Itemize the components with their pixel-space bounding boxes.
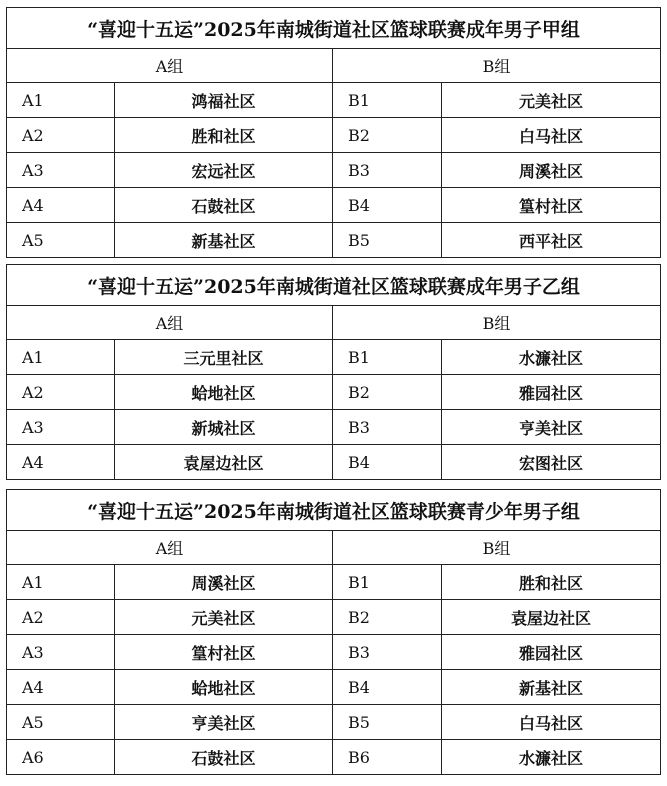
team-name-b: 元美社区	[442, 83, 661, 118]
group-a-header: A组	[7, 49, 333, 83]
table-row	[7, 740, 661, 775]
team-name-b: 雅园社区	[442, 375, 661, 410]
team-code-b: B2	[333, 118, 442, 153]
team-name-b: 西平社区	[442, 223, 661, 258]
table-row	[7, 188, 661, 223]
table-row	[7, 410, 661, 445]
team-code-a: A2	[7, 118, 115, 153]
team-name-a: 三元里社区	[115, 340, 333, 375]
team-name-b: 雅园社区	[442, 635, 661, 670]
table-row	[7, 118, 661, 153]
team-name-a: 新城社区	[115, 410, 333, 445]
group-header-row	[7, 531, 661, 565]
group-header-row	[7, 306, 661, 340]
team-code-a: A5	[7, 223, 115, 258]
table-row	[7, 340, 661, 375]
team-code-a: A6	[7, 740, 115, 775]
table-title: “喜迎十五运”2025年南城街道社区篮球联赛成年男子乙组	[7, 265, 661, 306]
team-code-b: B3	[333, 410, 442, 445]
group-a-header: A组	[7, 306, 333, 340]
team-name-b: 宏图社区	[442, 445, 661, 480]
group-table-men-b	[6, 264, 661, 480]
team-code-a: A1	[7, 565, 115, 600]
table-row	[7, 153, 661, 188]
table-title: “喜迎十五运”2025年南城街道社区篮球联赛成年男子甲组	[7, 8, 661, 49]
team-name-a: 新基社区	[115, 223, 333, 258]
team-name-a: 袁屋边社区	[115, 445, 333, 480]
team-code-a: A3	[7, 410, 115, 445]
team-code-b: B3	[333, 153, 442, 188]
group-b-header: B组	[333, 306, 661, 340]
team-name-a: 胜和社区	[115, 118, 333, 153]
team-name-a: 鸿福社区	[115, 83, 333, 118]
team-name-a: 周溪社区	[115, 565, 333, 600]
group-table-men-a	[6, 7, 661, 258]
team-code-b: B2	[333, 375, 442, 410]
team-code-a: A3	[7, 635, 115, 670]
table-title-row	[7, 8, 661, 49]
team-code-a: A4	[7, 188, 115, 223]
team-code-b: B4	[333, 188, 442, 223]
group-b-header: B组	[333, 49, 661, 83]
team-code-b: B4	[333, 445, 442, 480]
table-row	[7, 445, 661, 480]
team-code-a: A3	[7, 153, 115, 188]
team-code-a: A1	[7, 340, 115, 375]
table-row	[7, 223, 661, 258]
table-title-row	[7, 265, 661, 306]
table-row	[7, 705, 661, 740]
group-header-row	[7, 49, 661, 83]
team-name-a: 石鼓社区	[115, 188, 333, 223]
team-code-b: B2	[333, 600, 442, 635]
team-name-b: 白马社区	[442, 705, 661, 740]
table-row	[7, 83, 661, 118]
team-code-a: A4	[7, 670, 115, 705]
team-code-b: B1	[333, 340, 442, 375]
team-code-b: B6	[333, 740, 442, 775]
team-name-b: 袁屋边社区	[442, 600, 661, 635]
team-code-a: A2	[7, 375, 115, 410]
team-name-b: 白马社区	[442, 118, 661, 153]
table-title: “喜迎十五运”2025年南城街道社区篮球联赛青少年男子组	[7, 490, 661, 531]
team-code-a: A5	[7, 705, 115, 740]
team-name-a: 篁村社区	[115, 635, 333, 670]
table-row	[7, 375, 661, 410]
team-code-b: B5	[333, 223, 442, 258]
table-row	[7, 670, 661, 705]
team-code-b: B4	[333, 670, 442, 705]
team-code-a: A2	[7, 600, 115, 635]
team-code-a: A1	[7, 83, 115, 118]
table-title-row	[7, 490, 661, 531]
group-a-header: A组	[7, 531, 333, 565]
team-name-b: 水濂社区	[442, 340, 661, 375]
team-name-b: 周溪社区	[442, 153, 661, 188]
group-table-youth	[6, 489, 661, 775]
team-name-b: 水濂社区	[442, 740, 661, 775]
group-b-header: B组	[333, 531, 661, 565]
team-name-b: 亨美社区	[442, 410, 661, 445]
team-code-b: B1	[333, 565, 442, 600]
team-code-b: B3	[333, 635, 442, 670]
team-name-a: 蛤地社区	[115, 670, 333, 705]
table-row	[7, 635, 661, 670]
team-code-a: A4	[7, 445, 115, 480]
team-name-a: 亨美社区	[115, 705, 333, 740]
table-row	[7, 600, 661, 635]
team-name-b: 篁村社区	[442, 188, 661, 223]
team-name-b: 新基社区	[442, 670, 661, 705]
team-name-a: 元美社区	[115, 600, 333, 635]
table-row	[7, 565, 661, 600]
team-code-b: B5	[333, 705, 442, 740]
team-name-a: 石鼓社区	[115, 740, 333, 775]
team-name-a: 宏远社区	[115, 153, 333, 188]
team-code-b: B1	[333, 83, 442, 118]
team-name-a: 蛤地社区	[115, 375, 333, 410]
team-name-b: 胜和社区	[442, 565, 661, 600]
